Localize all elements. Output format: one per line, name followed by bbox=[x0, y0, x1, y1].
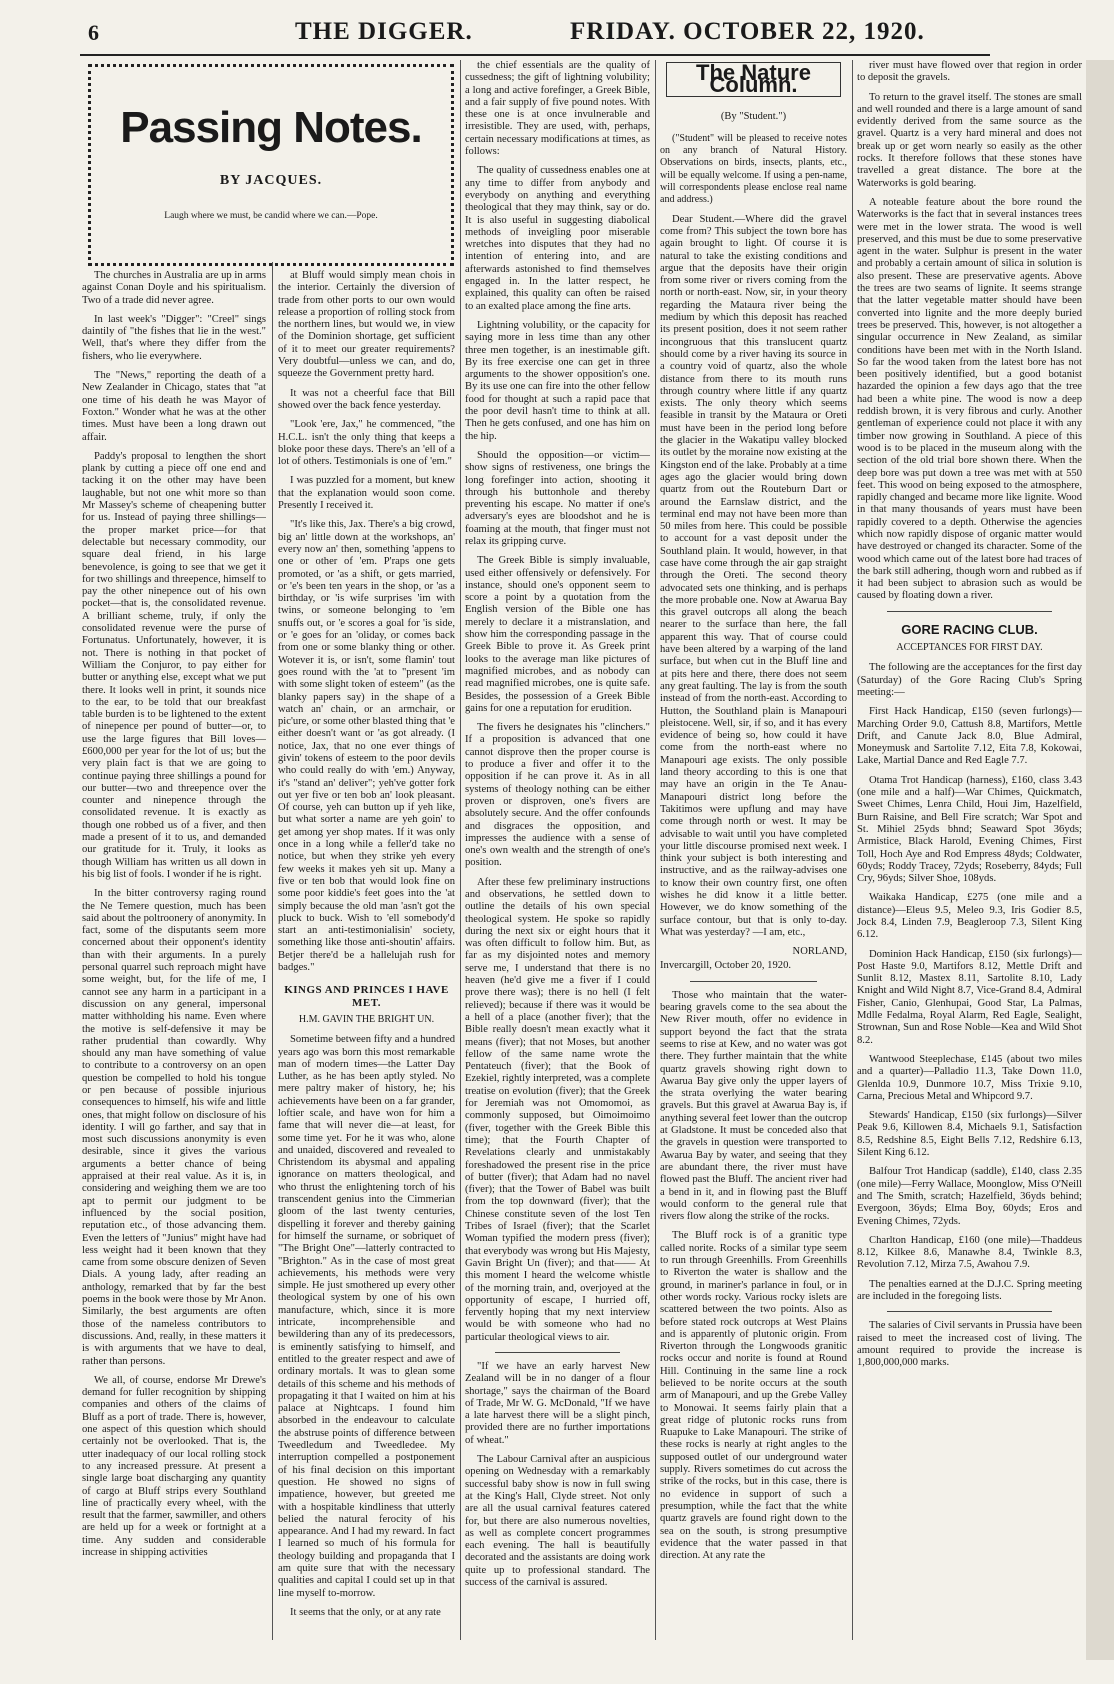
paragraph: The salaries of Civil servants in Prussia have been raised to meet the increased cost of living. The amount required to provide the increase is 1,800,000,000 marks. bbox=[857, 1320, 1082, 1369]
paragraph: Otama Trot Handicap (harness), £160, class 3.43 (one mile and a half)—War Chimes, Quickmatch, Sweet Chimes, Lenra Child, Houi Jim, Hazelfield, Burn Raisine, and Bell Fire scratch; War Spot and St. Mihiel 25yds bhnd; Seaward Spot 36yds; Armistice, Black Harold, Evening Chimes, First Toll, Hoch Aye and Rod Empress 48yds; Coldwater, 60yds; Roddy Tracey, 72yds; Roseberry, 84yds; Full Cry, 96yds; Silver Shoe, 108yds. bbox=[857, 774, 1082, 885]
paragraph: Balfour Trot Handicap (saddle), £140, class 2.35 (one mile)—Ferry Wallace, Moonglow, Miss O'Neill and The Smith, scratch; Hazelfield, 36yds behind; Evergoon, 36yds; Elma Boy, 60yds; Eros and Evening Chimes, 72yds. bbox=[857, 1166, 1082, 1227]
paragraph: In the bitter controversy raging round the Ne Temere question, much has been said about the poltroonery of anonymity. In fact, some of the disputants seem more concerned about their opponent's identity than with their arguments. In a purely personal quarrel such reproach might have some weight, but, for the life of me, I cannot see any harm in a participant in a discussion on any general, impersonal matter withholding his name. Even where the motive is self-defensive it may be rather prudential than cowardly. Why should any man have something of value to contribute to a controversy on an open question be compelled to hold his tongue or pen because of possible injurious consequences to himself, his wife and little ones, that might follow on disclosure of his identity. I will go farther, and say that in most such discussions anonymity is even desirable, since it gives the various arguments a better chance of being appraised at their real value. As it is, in considering and weighing them we are too apt to permit our judgment to be influenced by the social position, reputation etc., of those advancing them. Even the letters of "Junius" might have had less weight had it been known that they came from some obscure denizen of Seven Dials. A young lady, after reading an anthology, remarked that by far the best poems in the book were those by Mr Anon. Similarly, the best arguments are often those of the nameless contributors to discussions. And, really, in these matters it is with arguments that we have to deal, rather than persons. bbox=[82, 888, 266, 1367]
paragraph: It was not a cheerful face that Bill showed over the back fence yesterday. bbox=[278, 387, 455, 411]
column-divider bbox=[655, 60, 656, 1640]
column-1 bbox=[82, 270, 266, 1642]
gore-racing-club-heading: GORE RACING CLUB. bbox=[901, 621, 1038, 637]
paragraph: Dominion Hack Handicap, £150 (six furlongs)—Post Haste 9.0, Martifors 8.12, Mettle Drift and Sunlit 8.12, Mastex 8.11, Sartolite 8.10, Lady Knight and Wild Night 8.7, Vice-Grand 8.4, Admiral Fisher, Canio, Glenhupai, Good Star, La Palmas, Mdlle Fedalma, Royal Alarm, Red Eagle, Sealight, Strownan, Sun and Rose Noble—Kea and Wild Shot 8.2. bbox=[857, 948, 1082, 1046]
paragraph: In last week's "Digger": "Creel" sings daintily of "the fishes that lie in the west." Well, that's where they differ from the fishers, who lie everywhere. bbox=[82, 313, 266, 362]
masthead bbox=[80, 18, 990, 48]
paragraph: I was puzzled for a moment, but knew that the explanation would soon come. Presently I received it. bbox=[278, 475, 455, 512]
kings-princes-heading: KINGS AND PRINCES I HAVE MET. bbox=[284, 984, 449, 1009]
paragraph: Should the opposition—or victim—show signs of restiveness, one brings the long forefinger into action, shooting it through his buttonhole and thereby preventing his escape. No matter if one's adversary's eyes are bloodshot and he is foaming at the mouth, that finger must not relax its gripping curve. bbox=[465, 449, 650, 547]
paragraph: To return to the gravel itself. The stones are small and well rounded and there is a large amount of sand evidently derived from the same source as the gravel. Quartz is a very hard mineral and does not break up or get worn nearly so easily as the other rocks. It therefore follows that these stones have travelled a great distance. The bore at the Waterworks is gold bearing. bbox=[857, 91, 1082, 189]
column-2 bbox=[278, 270, 455, 1642]
page-number: 6 bbox=[88, 20, 99, 45]
column-5 bbox=[857, 60, 1082, 1642]
column-divider bbox=[272, 262, 273, 1640]
letter-place-date: Invercargill, October 20, 1920. bbox=[660, 960, 792, 972]
paragraph: The penalties earned at the D.J.C. Spring meeting are included in the foregoing lists. bbox=[857, 1278, 1082, 1303]
passing-notes-title: Passing Notes. bbox=[120, 103, 422, 152]
paragraph: The churches in Australia are up in arms against Conan Doyle and his spiritualism. Two of a trade did never agree. bbox=[82, 270, 266, 306]
paragraph: The Labour Carnival after an auspicious opening on Wednesday with a remarkably successful baby show is now in full swing at the King's Hall, Clyde street. Not only are all the usual carnival features catered for, but there are also numerous novelties, as well as complete concert programmes each evening. The hall is beautifully decorated and the assistants are doing work quite up to professional standard. The success of the carnival is assured. bbox=[465, 1454, 650, 1589]
nature-column-byline: (By "Student.") bbox=[720, 110, 787, 122]
paragraph: The fivers he designates his "clinchers." If a proposition is advanced that one cannot disprove then the proper course is to produce a fiver and offer it to the opposition if he can prove it. As in all systems of theology nothing can be either proven or disproven, one's fivers are absolutely secure. And the offer confounds and disgraces the opposition, and impresses the audience with a sense of one's own wealth and the strength of one's position. bbox=[465, 722, 650, 869]
paragraph: Sometime between fifty and a hundred years ago was born this most remarkable man of modern times—the Latter Day Luther, as he has been aptly styled. No mere paltry maker of history, he; his achievements have been on a far grander, loftier scale, and have won for him a fame that will never die—at least, for some time yet. For he it was who, alone and unaided, discovered and revealed to Christendom its abysmal and appaling ignorance on matters theological, and who thrust the enlightening torch of his transcendent genius into the Cimmerian gloom of the last twenty centuries, dispelling it forever and thereby gaining for himself the surname, or sobriquet of "The Bright One"—latterly contracted to "Brighton." As in the case of most great achievements, his methods were very simple. He just smothered up every other theological system by one of his own manufacture, which, since it is more intricate, incomprehensible and bewildering than any of its predecessors, is eminently satisfying to himself, and entitled to the greater respect and awe of ordinary mortals. It was to glean some details of this scheme and his methods of propagating it that I waited on him at his palace at Nightcaps. I found him absorbed in the endeavour to calculate the abstruse points of difference between Tweedledum and Tweedledee. My interruption compelled a postponement of his final decision on this important question. He showed no signs of impatience, however, but greeted me with a hospitable kindliness that utterly belied the natural ferocity of his appearance. And I had my reward. In fact I learned so much of his formula for theology building and propaganda that I am quite sure that with the necessary qualities and capital I could set up in that line myself to-morrow. bbox=[278, 1034, 455, 1599]
masthead-rule bbox=[80, 54, 990, 56]
adjacent-page-edge bbox=[1086, 60, 1114, 1660]
paragraph: After these few preliminary instructions and observations, he settled down to outline the details of his own special theological system. He spoke so rapidly during the next six or eight hours that it was often difficult to follow him. But, as far as my disjointed notes and memory serve me, I understand that there is no heaven (he'd give me a fiver if I could prove there was); there is no hell (I felt relieved); because if there was it would be a hell of a place (another fiver); that the Bible really doesn't mean exactly what it means (fiver); that not Moses, but another fellow of the same name wrote the Pentateuch (fiver); that the Book of Ezekiel, rightly interpreted, was a complete treatise on evolution (fiver); that the Greek for Jeremiah was not Omomomoi, as commonly supposed, but Oimoimoimo (fiver, together with the Greek Bible this time); that the Fourth Chapter of Revelations clearly and unmistakably foreshadowed the present rise in the price of butter (fiver); that Adam had no navel (fiver); that the Tower of Babel was built from the top downward (fiver); that the Chinese constitute seven of the lost Ten Tribes of Israel (fiver); that the Scarlet Woman typified the modern press (fiver); that everybody was wrong but His Majesty, Gavin Bright Un (fiver); and that—— At this moment I heard the welcome whistle of the morning train, and, overjoyed at the opportunity of escape, I hurried off, fervently hoping that my next interview would be with someone who had no particular theological views to air. bbox=[465, 876, 650, 1343]
paragraph: The following are the acceptances for the first day (Saturday) of the Gore Racing Club's Spring meeting:— bbox=[857, 662, 1082, 698]
kings-princes-subheading: H.M. GAVIN THE BRIGHT UN. bbox=[298, 1013, 435, 1025]
paragraph: Lightning volubility, or the capacity for saying more in less time than any other three men together, is an inestimable gift. By its free exercise one can get in three arguments to the shower opposition's one. By its use one can fire into the other fellow food for thought at such a rapid pace that the poor devil hasn't time to think at all. Then he gets confused, and one has him on the hip. bbox=[465, 319, 650, 442]
letter-signature: NORLAND, bbox=[792, 946, 847, 958]
column-divider bbox=[852, 60, 853, 1640]
paragraph: the chief essentials are the quality of cussedness; the gift of lightning volubility; a long and active forefinger, a Greek Bible, and a fair supply of five pound notes. With these one is at once invulnerable and irresistible. They are used, with, perhaps, certain necessary modifications at times, as follows: bbox=[465, 60, 650, 158]
paragraph: river must have flowed over that region in order to deposit the gravels. bbox=[857, 60, 1082, 84]
section-rule bbox=[495, 1352, 620, 1353]
issue-date: FRIDAY. OCTOBER 22, 1920. bbox=[570, 18, 925, 45]
paragraph: Wantwood Steeplechase, £145 (about two miles and a quarter)—Palladio 11.3, Take Down 11.0, Glenlda 10.9, Dunmore 10.7, Miss Trixie 9.10, Carna, Precious Metal and Whipcord 9.7. bbox=[857, 1053, 1082, 1102]
paragraph: The Bluff rock is of a granitic type called norite. Rocks of a similar type seem to run through Greenhills. From Greenhills to Riverton the water is shallow and the ground, in mariner's parlance in foul, or in other words rocky. Various rocky islets are scattered between the two points. Also as before stated rock outcrops at West Plains and is apparently of plutonic origin. From Riverton through the Longwoods granitic rocks occur and norite is found at Round Hill. Continuing in the same line a rock believed to be norite occurs at the south arm of Manapouri, and up the Grebe Valley to Monowai. It seems fairly plain that a great ridge of plutonic rocks runs from Ruapuke to Lake Manapouri. The strike of these rocks is nearly at right angles to the supposed outlet of our underground water supply. Rivers sometimes do cut across the strike of the rocks, but in this case, there is no evidence in support of such a presumption, while the fact that the white quartz gravels are found right down to the sea on the south, is strong presumptive evidence that the water passed in that direction. At any rate the bbox=[660, 1230, 847, 1562]
paragraph: Waikaka Handicap, £275 (one mile and a distance)—Eleus 9.5, Meleo 9.3, Iris Godier 8.5, Jock 8.4, Linden 7.9, Beagleroop 7.3, Silent King 6.12. bbox=[857, 892, 1082, 941]
section-rule bbox=[887, 1311, 1052, 1312]
acceptances-subheading: ACCEPTANCES FOR FIRST DAY. bbox=[896, 642, 1043, 654]
paragraph: The Greek Bible is simply invaluable, used either offensively or defensively. For instance, should one's opponent seem to score a point by a quotation from the English version of the Bible one has merely to declare it a mistranslation, and show him the corresponding passage in the Greek Bible to prove it. As Greek print looks to the average man like pictures of magnified microbes, and as nobody can read magnified microbes, one is quite safe. Besides, the possession of a Greek Bible gains for one a reputation for erudition. bbox=[465, 555, 650, 714]
column-divider bbox=[460, 60, 461, 1640]
newspaper-title: THE DIGGER. bbox=[295, 18, 473, 45]
column-3 bbox=[465, 60, 650, 1642]
paragraph: "If we have an early harvest New Zealand will be in no danger of a flour shortage," says the chairman of the Board of Trade, Mr W. G. McDonald, "If we have a late harvest there will be a slight pinch, provided there are no further importations of wheat." bbox=[465, 1360, 650, 1446]
paragraph: at Bluff would simply mean chois in the interior. Certainly the diversion of trade from other ports to our own would release a proportion of rolling stock from the northern lines, but would we, in view of the Dominion shortage, get sufficient of it to meet our greater requirements? Very doubtful—unless we can, and do, squeeze the Government pretty hard. bbox=[278, 270, 455, 380]
nature-column-title: The Nature Column. bbox=[666, 62, 841, 97]
passing-notes-byline: BY JACQUES. bbox=[219, 173, 323, 188]
paragraph: Stewards' Handicap, £150 (six furlongs)—Silver Peak 9.6, Killowen 8.4, Michaels 9.1, Satisfaction 8.5, Redshine 8.5, Eight Bells 7.12, Redshire 6.13, Silent King 6.12. bbox=[857, 1110, 1082, 1159]
paragraph: The quality of cussedness enables one at any time to differ from anybody and everybody on anything and everything theological that they may think, say or do. It is also useful in suggesting diabolical methods of inveigling poor miserable wretches into disputes that they had no intention of entering into, and are afterwards astonished to find themselves engaged in. In the latter respect, he explained, this quality can often be raised to an exalted place among the fine arts. bbox=[465, 165, 650, 312]
paragraph: Dear Student.—Where did the gravel come from? This subject the town bore has again brought to light. Of course it is natural to take the existing conditions and argue that the deposits have their origin from some river or rivers coming from the north or north-east. Now, sir, in your theory regarding the Mataura river being the medium by which this deposit has reached its present position, does it not seem rather incongruous that this translucent quartz should come by a river having its source in a country void of quartz, also the whole distance from there to its mouth runs through country where little if any quartz exists. The only theory which seems feasible in transit by the Mataura or Oreti must have been in the period long before the glacier in the Wakatipu valley blocked its outlet by the moraine now existing at the Kingston end of the lake. Probably at a time ages ago the glacier would bring down quartz from out the Routeburn Dart or around the Earnslaw district, and the terminal end may not have been more than 50 miles from here. This could be possible to account for a vast deposit under the Southland plain. It would, however, in that case have come through the air gap straight through the Oreti. The second theory advocated sets one thinking, and is perhaps the more probable one. Now at Awarua Bay this gravel outcrops all along the beach nearer to the surface than here, the fall apparent this way. That of course could have been altered by a warping of the land surface, but when cut in the Bluff line and at pits here and there, there does not seem any great faulting. The lay is from the south instead of from the north-east. According to Hutton, the Southland plain is Manapouri pleistocene. Well, sir, if so, and it has every evidence of being so, how could it have come from the north-east where no Manapouri age exists. The only possible land theory according to this is one that may have an origin in the Te Anau-Manapouri district long before the Takitimos were upflung and may have come through north or west. It may be advisable to wait until you have completed your little discourse promised next week. I think your subject is both interesting and instructive, and as the railway-advises one to know their own country first, one often wishes he did know it a little better. However, we do know something of the surface contour, but that is only to-day. What was yesterday? —I am, etc., bbox=[660, 213, 847, 938]
paragraph: "It's like this, Jax. There's a big crowd, big an' little down at the workshops, an' every now an' then, something 'appens to one or other of 'em. P'raps one gets promoted, or 'as a shift, or gets married, or 'e's been ten years in the shop, or 'as a birthday, or 'is wife surprises 'im with twins, or someone belonging to 'em snuffs out, or 'e scores a goal for 'is side, or 'e goes for an 'oliday, or comes back from one or some blanky thing or other. Wotever it is, or isn't, some flamin' tout goes round with the 'at to "present 'im with some slight token of esteem" (as the blanky papers say) in the shape of a watch an' chain, or an armchair, or pic'ure, or some other blasted thing that 'e either doesn't want or 'as got already. (I notice, Jax, that no one ever things of givin' tokens of esteem to the poor devils who could really do with 'em.) Anyway, it's "stand an' deliver"; yeh've gotter fork out yer five or ten bob an' look pleasant. Of course, yeh can button up if yeh like, but what sorter a name are yeh goin' to get among yer shop mates. If it was only once in a long while a feller'd take no notice, but when they strike yeh every few weeks it makes yeh sit up. Many a five or ten bob that would look fine on some poor kiddie's feet goes into the 'at simply because the old man 'asn't got the pluck to buck. Wish to 'ell somebody'd start an anti-testimonialisin' society, something like those anti-shoutin' affairs. Betjer there'd be a hallelujah rush for badges." bbox=[278, 519, 455, 974]
paragraph: The "News," reporting the death of a New Zealander in Chicago, states that "at one time of his death he was Mayor of Foxton." Wonder what he was at the other times. Must have been a long drawn out affair. bbox=[82, 370, 266, 443]
section-rule bbox=[887, 611, 1052, 612]
paragraph: Paddy's proposal to lengthen the short plank by cutting a piece off one end and tacking it on the other may have been laughable, but not one whit more so than Mr Massey's scheme of cheapening butter for us. Instead of paying three shillings—the proper market price—for that delectable but necessary commodity, our square deal friend, in his large benevolence, is going to see that we get it for two shillings and threepence, himself to pay the other ninepence out of his own pocket—that is, the consolidated revenue. A brilliant scheme, truly, if only the consolidated revenue were the purse of Fortunatus. Unfortunately, however, it is not. There is nothing in that pocket of William the Conjuror, to pay either for butter or anything else, except what we put there. It looks well in print, it sounds nice to the ear, to be told that our breakfast table burden is to be lightened to the extent of ninepence per pound of butter—or, to use the large figures that Bill loves—£600,000 per year for the lot of us; but the very plain fact is that we are going to continue paying three shillings a pound for our butter—two and threepence over the counter and ninepence through the consolidated revenue. It is exactly as though one robbed us of a fiver, and then made a present of it to us, and demanded our gratitude for it. Truly, it looks as though William has written us all down in his big list of fools. I wonder if he is right. bbox=[82, 450, 266, 880]
paragraph: Charlton Handicap, £160 (one mile)—Thaddeus 8.12, Kilkee 8.6, Manawhe 8.4, Twinkle 8.3, Revolution 7.12, Mirza 7.5, Awahou 7.9. bbox=[857, 1234, 1082, 1271]
paragraph: A noteable feature about the bore round the Waterworks is the fact that in several instances trees were met in the lower strata. The wood is well preserved, and this must be due to some preservative agent in the water. Sulphur is present in the water and probably a certain amount of silica in solution is also present. These are preservative agents. Above the trees are two seams of lignite. It seems strange that the latter vegetable matter should have been converted into lignite and the more deeply buried trees be preserved. This, however, is not altogether a singular occurrence in New Zealand, as similar conditions have been met with in the North Island. So far the wood taken from the latest bore has not been positively identified, but a good botanist hazarded the opinion a few days ago that the tree had been a white pine. The wood is now a deep reddish brown, it is very fibrous and curly. Another gentleman of experience could not place it with any timber now growing in Southland. A piece of this wood is to be placed in the museum along with the section of the old trial bore shown there. When the deep bore was put down a tree was met with at 550 feet. This wood on being exposed to the atmosphere, rapidly changed and became more like lignite. Wood in that many thousands of years must have been rapidly covered to a depth. Otherwise the agencies which now rapidly dispose of organic matter would have destroyed or changed its character. Some of the wood which came out of the latest bore had traces of the bark still adhering, though worn and rubbed as if it had been subject to abrasion such as would be caused by floating down a river. bbox=[857, 196, 1082, 602]
section-rule bbox=[690, 981, 817, 982]
paragraph: Those who maintain that the water-bearing gravels come to the sea about the New River mouth, offer no evidence in support beyond the fact that the strata seems to rise at Kew, and no water was got there. They further maintain that the white quartz gravels showing right down to Awarua Bay give only the upper layers of the strata overlying the water bearing gravels. But this gravel at Awarua Bay is, if anything several feet lower than the outcrop at Gladstone. It must be conceded also that the gravels in question were transported to Awarua Bay by water, and seeing that they are abundant there, the river must have flowed past the Bluff. The ancient river had a bend in it, and in flowing past the Bluff would conform to the general rule that rivers flow along the strike of the rocks. bbox=[660, 989, 847, 1223]
column-4 bbox=[660, 60, 847, 1642]
passing-notes-header-box bbox=[88, 64, 454, 266]
paragraph: "Look 'ere, Jax," he commenced, "the H.C.L. isn't the only thing that keeps a bloke poor these days. There's an 'ell of a lot of others. Testimonials is one of 'em." bbox=[278, 419, 455, 468]
passing-notes-motto: Laugh where we must, be candid where we can.—Pope. bbox=[164, 211, 378, 221]
editor-note: ("Student" will be pleased to receive notes on any branch of Natural History. Observations on birds, insects, plants, etc., will be equally welcome. If using a pen-name, will correspondents please enclose real name and address.) bbox=[660, 132, 847, 206]
paragraph: It seems that the only, or at any rate bbox=[290, 1606, 441, 1618]
paragraph: First Hack Handicap, £150 (seven furlongs)—Marching Order 9.0, Cattush 8.8, Martifors, Mettle Drift, and Canute Jack 8.0, Blue Admiral, Moneymusk and Sartolite 7.12, Eita 7.8, Kokowai, Lake, Martial Dance and Red Eagle 7.7. bbox=[857, 706, 1082, 767]
paragraph: We all, of course, endorse Mr Drewe's demand for fuller recognition by shipping companies and others of the claims of Bluff as a port of trade. There is, however, one aspect of this question which should certainly not be overlooked. That is, the utter inadequacy of our local rolling stock to any increased pressure. At present a single large boat discharging any quantity of cargo at Bluff strips every Southland line of practically every wheel, with the result that the farmer, sawmiller, and others are held up for a week or fortnight at a time. Any sudden and considerable increase in shipping activities bbox=[82, 1374, 266, 1558]
